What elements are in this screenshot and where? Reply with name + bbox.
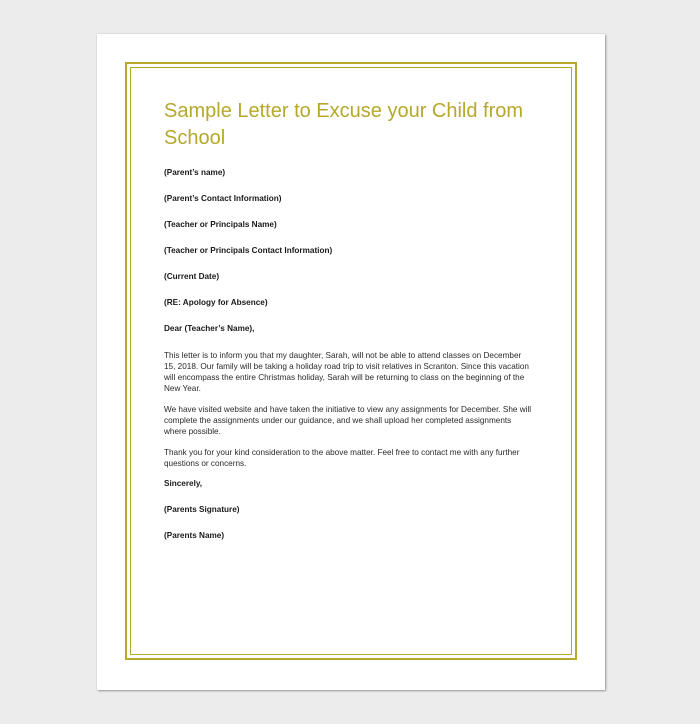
body-paragraph-1: This letter is to inform you that my daughter, Sarah, will not be able to attend classes on December 15, 2018. Our family will be taking a holiday road trip to visit relatives in Scranton. Since this vacation will encompass the entire Christmas holiday, Sarah will be returning to class on the beginning of the New Year.: [164, 351, 529, 393]
parent-name-field: (Parent’s name): [164, 168, 226, 177]
teacher-name-field: (Teacher or Principals Name): [164, 220, 277, 229]
parent-name-signoff: (Parents Name): [164, 531, 225, 540]
body-paragraph-2: We have visited website and have taken the initiative to view any assignments for December. She will complete the assignments under our guidance, and we shall upload her completed assignments where possible.: [164, 405, 532, 436]
current-date-field: (Current Date): [164, 272, 220, 281]
body-paragraph-3: Thank you for your kind consideration to the above matter. Feel free to contact me with any further questions or concerns.: [164, 448, 520, 468]
parent-signature-field: (Parents Signature): [164, 505, 240, 514]
closing: Sincerely,: [164, 479, 203, 488]
document-page: [97, 34, 605, 690]
parent-contact-field: (Parent’s Contact Information): [164, 194, 282, 203]
teacher-contact-field: (Teacher or Principals Contact Information): [164, 246, 333, 255]
subject-line: (RE: Apology for Absence): [164, 298, 268, 307]
letter-content: [164, 98, 534, 557]
letter-title: Sample Letter to Excuse your Child from School: [164, 100, 524, 149]
salutation: Dear (Teacher’s Name),: [164, 324, 255, 333]
